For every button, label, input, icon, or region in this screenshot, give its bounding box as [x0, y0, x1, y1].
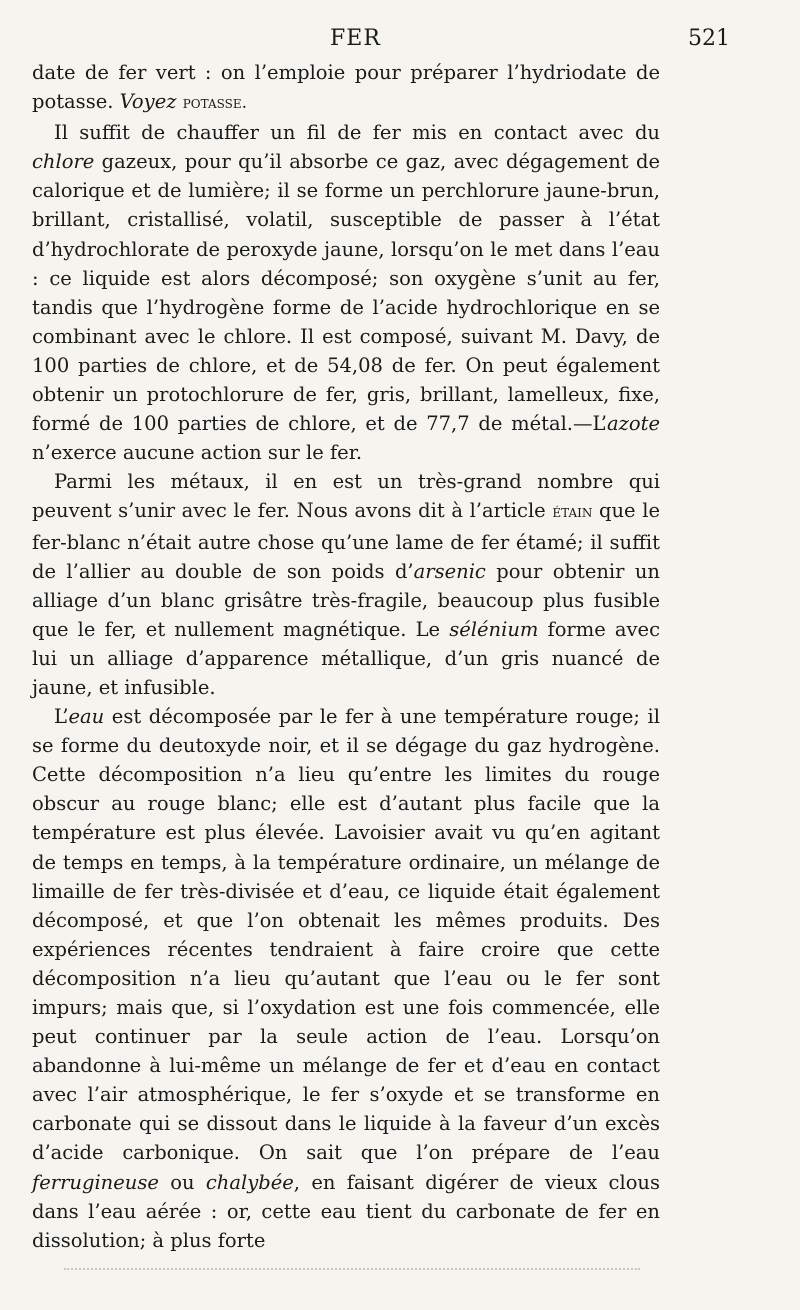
paragraph	[32, 702, 660, 1255]
italic-term: chlore	[32, 150, 95, 174]
paragraph	[32, 467, 660, 702]
text-run: que le fer-blanc n’était autre chose qu’une lame de fer étamé; il suffit de l’allier au double de son poids d’	[32, 499, 660, 583]
text-run: date de fer vert : on l’emploie pour préparer l’hydriodate de potasse.	[32, 61, 660, 114]
italic-term: sélénium	[449, 617, 539, 641]
italic-term: ferrugineuse	[32, 1170, 159, 1194]
text-run: ou	[158, 1170, 206, 1194]
italic-term: azote	[606, 412, 660, 436]
body-text	[32, 58, 660, 1255]
running-title: FER	[330, 26, 381, 51]
italic-term: Voyez	[119, 90, 177, 114]
small-caps-term: étain	[552, 502, 593, 523]
italic-term: arsenic	[413, 559, 486, 583]
text-run: , en faisant digérer de vieux clous dans l’eau aérée : or, cette eau tient du carbonate de fer en dissolution; à plus forte	[32, 1170, 660, 1252]
text-run: est décomposée par le fer à une température rouge; il se forme du deutoxyde noir, et il se dégage du gaz hydrogène. Cette décomposition n’a lieu qu’entre les limites du rouge obscur au rouge blanc; elle est d’autant plus facile que la température est plus élevée. Lavoisier avait vu qu’en agitant de temps en temps, à la température ordinaire, un mélange de limaille de fer très-divisée et d’eau, ce liquide était également décomposé, et que l’on obtenait les mêmes produits. Des expériences récentes tendraient à faire croire que cette décomposition n’a lieu qu’autant que l’eau ou le fer sont impurs; mais que, si l’oxydation est une fois commencée, elle peut continuer par la seule action de l’eau. Lorsqu’on abandonne à lui-même un mélange de fer et d’eau en contact avec l’air atmosphérique, le fer s’oxyde et se transforme en carbonate qui se dissout dans le liquide à la faveur d’un excès d’acide carbonique. On sait que l’on prépare de l’eau	[32, 705, 660, 1165]
scan-artifact-line	[64, 1268, 640, 1270]
text-run: L’	[54, 705, 69, 729]
italic-term: eau	[68, 705, 105, 729]
running-header	[30, 26, 730, 56]
page-number: 521	[688, 26, 730, 51]
text-run: pour obtenir un alliage d’un blanc grisâtre très-fragile, beaucoup plus fusible que le fer, et nullement magnétique. Le	[32, 559, 660, 641]
text-run: gazeux, pour qu’il absorbe ce gaz, avec dégagement de calorique et de lumière; il se forme un perchlorure jaune-brun, brillant, cristallisé, volatil, susceptible de passer à l’état d’hydrochlorate de peroxyde jaune, lorsqu’on le met dans l’eau : ce liquide est alors décomposé; son oxygène s’unit au fer, tandis que l’hydrogène forme de l’acide hydrochlorique en se combinant avec le chlore. Il est composé, suivant M. Davy, de 100 parties de chlore, et de 54,08 de fer. On peut également obtenir un protochlorure de fer, gris, brillant, lamelleux, fixe, formé de 100 parties de chlore, et de 77,7 de métal.—L’	[32, 150, 660, 436]
text-run: forme avec lui un alliage d’apparence métallique, d’un gris nuancé de jaune, et infusible.	[32, 617, 660, 699]
text-run: n’exerce aucune action sur le fer.	[32, 441, 363, 465]
small-caps-term: potasse.	[182, 93, 248, 114]
text-run: Il suffit de chauffer un fil de fer mis en contact avec du	[54, 121, 660, 145]
text-run: Parmi les métaux, il en est un très-grand nombre qui peuvent s’unir avec le fer. Nous avons dit à l’article	[32, 470, 660, 523]
paragraph	[32, 118, 660, 467]
paragraph	[32, 58, 660, 118]
italic-term: chalybée	[205, 1170, 294, 1194]
